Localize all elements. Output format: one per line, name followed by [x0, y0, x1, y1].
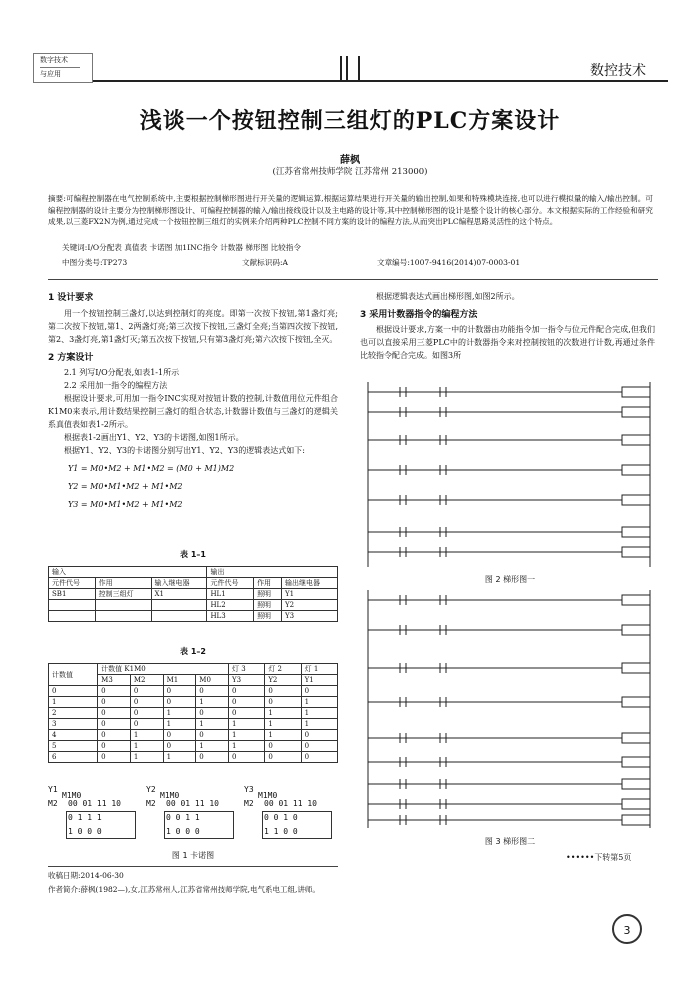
- kmap-row-var: M2: [146, 799, 156, 808]
- table-cell: 0: [228, 697, 264, 708]
- output-coil: [622, 465, 650, 475]
- kmap-output: Y3: [244, 785, 254, 794]
- right-column: [360, 290, 655, 362]
- table2-caption: 表 1–2: [180, 647, 206, 656]
- t2-l1-header: 灯 1: [301, 664, 337, 675]
- author-bio: 作者简介:薛枫(1982—),女,江苏常州人,江苏省常州技师学院,电气系电工组,讲师。: [48, 885, 320, 894]
- t1-subheader: 元件代号: [49, 578, 96, 589]
- output-coil: [622, 815, 650, 825]
- table-cell: 0: [130, 708, 163, 719]
- t2-k1m0-header: 计数值 K1M0: [98, 664, 229, 675]
- table-cell: 0: [163, 697, 196, 708]
- t1-subheader: 作用: [254, 578, 282, 589]
- table-cell: HL1: [207, 589, 254, 600]
- ladder-diagram-1: [360, 382, 660, 572]
- equation-y2: Y2 = M0•M1•M2 + M1•M2: [68, 482, 183, 491]
- table-cell: 1: [130, 730, 163, 741]
- table-cell: [49, 600, 96, 611]
- kmap-col-var: M1M0: [62, 791, 82, 800]
- classification: [62, 257, 602, 268]
- table-cell: [95, 600, 151, 611]
- output-coil: [622, 435, 650, 445]
- t2-subheader: M3: [98, 675, 131, 686]
- kmap-output: Y2: [146, 785, 156, 794]
- equation-y3: Y3 = M0•M1•M2 + M1•M2: [68, 500, 183, 509]
- table-cell: 1: [196, 697, 229, 708]
- table-cell: 1: [228, 730, 264, 741]
- table-cell: 0: [228, 752, 264, 763]
- table-cell: 照明: [254, 600, 282, 611]
- t2-subheader: Y2: [265, 675, 301, 686]
- t1-subheader: 元件代号: [207, 578, 254, 589]
- table-row: [49, 611, 338, 622]
- output-coil: [622, 733, 650, 743]
- table1-caption: 表 1–1: [180, 550, 206, 559]
- table-cell: 0: [196, 708, 229, 719]
- ladder2-svg: [360, 590, 660, 830]
- t1-subheader: 输出继电器: [282, 578, 338, 589]
- table-cell: X1: [151, 589, 207, 600]
- table2-truth: [48, 663, 338, 763]
- ladder-diagram-2: [360, 590, 660, 830]
- section2-1: 2.1 列写I/O分配表,如表1-1所示: [64, 368, 180, 377]
- t1-subheader: 输入继电器: [151, 578, 207, 589]
- section3-text: 根据设计要求,方案一中的计数器由功能指令加一指令与位元件配合完成,但我们也可以直接采用三菱PLC中的计数器指令来对控制按钮的次数进行计数,再通过条件比较指令配合完成。如图3所: [360, 325, 655, 360]
- kmap-row1: 1 0 0 0: [166, 827, 200, 836]
- doc-code: 文献标识码:A: [242, 258, 289, 267]
- section3-title: 3 采用计数器指令的编程方法: [360, 310, 478, 320]
- table-row: [49, 752, 338, 763]
- table-cell: 0: [98, 752, 131, 763]
- t2-subheader: M1: [163, 675, 196, 686]
- table-cell: 0: [301, 730, 337, 741]
- output-coil: [622, 779, 650, 789]
- kmap-output: Y1: [48, 785, 58, 794]
- t1-header-input: 输入: [49, 567, 207, 578]
- figure2-caption: 图 2 梯形图一: [484, 575, 536, 584]
- table-cell: 0: [301, 686, 337, 697]
- table-cell: 1: [49, 697, 98, 708]
- table-cell: 1: [301, 697, 337, 708]
- section2-text3: 根据Y1、Y2、Y3的卡诺图分别写出Y1、Y2、Y3的逻辑表达式如下:: [64, 446, 305, 455]
- table-cell: 4: [49, 730, 98, 741]
- footnote-rule: [48, 866, 338, 867]
- section-name: 数控技术: [590, 63, 646, 79]
- table-cell: HL2: [207, 600, 254, 611]
- table-cell: 1: [196, 741, 229, 752]
- kmap-cols: 00 01 11 10: [68, 799, 121, 808]
- table-cell: 0: [301, 741, 337, 752]
- table-cell: Y2: [282, 600, 338, 611]
- page-number-badge: [612, 914, 642, 944]
- continued-note: ••••••下转第5页: [566, 853, 632, 862]
- table-cell: 0: [98, 686, 131, 697]
- section2-text1: 根据设计要求,可用加一指令INC实现对按钮计数的控制,计数值用位元件组合K1M0来表示,用计数结果控制三盏灯的组合状态,计数器计数值与三盏灯的逻辑关系真值表如表1-2所示。: [48, 394, 338, 429]
- t1-subheader: 作用: [95, 578, 151, 589]
- output-coil: [622, 757, 650, 767]
- table-row: [49, 589, 338, 600]
- article-number: 文章编号:1007-9416(2014)07-0003-01: [377, 258, 521, 267]
- table-cell: 0: [196, 730, 229, 741]
- table-cell: 照明: [254, 611, 282, 622]
- section1-title: 1 设计要求: [48, 293, 94, 303]
- equation-y1: Y1 = M0•M2 + M1•M2 = (M0 + M1)M2: [68, 464, 235, 473]
- kmap-col-var: M1M0: [258, 791, 278, 800]
- table-cell: 0: [228, 686, 264, 697]
- t1-header-output: 输出: [207, 567, 338, 578]
- table-row: [49, 730, 338, 741]
- table-cell: 0: [130, 719, 163, 730]
- table-cell: HL3: [207, 611, 254, 622]
- kmap-grid: [66, 811, 136, 839]
- table-cell: 0: [228, 708, 264, 719]
- kmap-row0: 0 1 1 1: [68, 813, 102, 822]
- t2-subheader: Y1: [301, 675, 337, 686]
- right-intro: 根据逻辑表达式画出梯形图,如图2所示。: [376, 292, 520, 301]
- section2-text2: 根据表1-2画出Y1、Y2、Y3的卡诺图,如图1所示。: [64, 433, 244, 442]
- kmap-grid: [262, 811, 332, 839]
- table-cell: 2: [49, 708, 98, 719]
- table-cell: 0: [196, 686, 229, 697]
- header-rule: [93, 80, 668, 82]
- table-cell: 1: [228, 719, 264, 730]
- class-number: 中图分类号:TP273: [62, 258, 128, 267]
- paper-title: 浅谈一个按钮控制三组灯的PLC方案设计: [139, 108, 561, 134]
- table-cell: 0: [98, 741, 131, 752]
- table-cell: 0: [301, 752, 337, 763]
- table-cell: 0: [49, 686, 98, 697]
- table-cell: Y1: [282, 589, 338, 600]
- figure3-caption: 图 3 梯形图二: [484, 837, 536, 846]
- kmap-cols: 00 01 11 10: [264, 799, 317, 808]
- table-cell: 0: [163, 741, 196, 752]
- output-coil: [622, 407, 650, 417]
- kmap-y1: [48, 784, 140, 844]
- author: 薛枫: [340, 155, 360, 166]
- ladder1-svg: [360, 382, 660, 572]
- table-cell: 3: [49, 719, 98, 730]
- table-cell: 1: [265, 730, 301, 741]
- t2-subheader: M2: [130, 675, 163, 686]
- kmap-row1: 1 0 0 0: [68, 827, 102, 836]
- kmap-col-var: M1M0: [160, 791, 180, 800]
- table-row: [49, 719, 338, 730]
- affiliation: (江苏省常州技师学院 江苏常州 213000): [272, 167, 428, 177]
- output-coil: [622, 495, 650, 505]
- table-row: [49, 600, 338, 611]
- table-cell: 1: [265, 719, 301, 730]
- table-cell: 0: [130, 686, 163, 697]
- output-coil: [622, 547, 650, 557]
- kmap-y3: [244, 784, 336, 844]
- table-cell: [49, 611, 96, 622]
- output-coil: [622, 663, 650, 673]
- table-cell: 1: [163, 752, 196, 763]
- t2-l2-header: 灯 2: [265, 664, 301, 675]
- kmap-cols: 00 01 11 10: [166, 799, 219, 808]
- page-number: 3: [623, 924, 631, 937]
- t2-l3-header: 灯 3: [228, 664, 264, 675]
- table-cell: 0: [265, 686, 301, 697]
- table-cell: 1: [228, 741, 264, 752]
- table-cell: 0: [98, 708, 131, 719]
- keywords: 关键词:I/O分配表 真值表 卡诺图 加1INC指令 计数器 梯形图 比较指令: [62, 243, 301, 252]
- kmap-grid: [164, 811, 234, 839]
- t2-subheader: M0: [196, 675, 229, 686]
- table-row: [49, 708, 338, 719]
- karnaugh-maps: [48, 784, 338, 844]
- table-cell: 1: [196, 719, 229, 730]
- header-bars: [336, 56, 362, 80]
- kmap-row0: 0 0 1 0: [264, 813, 298, 822]
- t2-count-header: 计数值: [49, 664, 98, 686]
- table-cell: 6: [49, 752, 98, 763]
- table-cell: [151, 611, 207, 622]
- table-cell: 1: [130, 741, 163, 752]
- output-coil: [622, 799, 650, 809]
- table-cell: 0: [98, 730, 131, 741]
- table-cell: 0: [130, 697, 163, 708]
- journal-logo: [33, 53, 93, 83]
- output-coil: [622, 527, 650, 537]
- output-coil: [622, 595, 650, 605]
- table-cell: 控制三组灯: [95, 589, 151, 600]
- table-cell: [95, 611, 151, 622]
- kmap-row0: 0 0 1 1: [166, 813, 200, 822]
- section2-title: 2 方案设计: [48, 353, 94, 363]
- table-cell: 1: [301, 708, 337, 719]
- table-row: [49, 697, 338, 708]
- kmap-row1: 1 1 0 0: [264, 827, 298, 836]
- output-coil: [622, 697, 650, 707]
- t2-subheader: Y3: [228, 675, 264, 686]
- table-cell: 0: [163, 686, 196, 697]
- table-cell: 1: [265, 708, 301, 719]
- table-cell: 1: [130, 752, 163, 763]
- kmap-row-var: M2: [48, 799, 58, 808]
- kmap-y2: [146, 784, 238, 844]
- table-cell: 0: [98, 719, 131, 730]
- table-cell: 1: [163, 708, 196, 719]
- table-row: [49, 686, 338, 697]
- table-cell: 照明: [254, 589, 282, 600]
- abstract: 摘要:可编程控制器在电气控制系统中,主要根据控制梯形图进行开关量的逻辑运算,根据运算结果进行开关量的输出控制,如果和特殊模块连接,也可以进行模拟量的输入/输出控制。可编程控制器的设计主要分为控制梯形图设计、可编程控制器的输入/输出接线设计以及主电路的设计等,其中控制梯形图的设计是整个设计的核心部分。本文根据实际的工作经验和研究成果,以三菱FX2N为例,通过完成一个按钮控制三组灯的实例来介绍两种PLC控制不同方案的设计的编程方法,从而突出PLC编程思路灵活性的这个特点。: [48, 194, 653, 227]
- table-cell: 0: [265, 752, 301, 763]
- section2-2: 2.2 采用加一指令的编程方法: [64, 381, 168, 390]
- table-cell: 0: [163, 730, 196, 741]
- output-coil: [622, 625, 650, 635]
- table-cell: SB1: [49, 589, 96, 600]
- divider: [48, 279, 658, 280]
- table-cell: [151, 600, 207, 611]
- table-cell: 1: [301, 719, 337, 730]
- logo-line2: 与应用: [40, 70, 61, 78]
- table-cell: 0: [265, 697, 301, 708]
- received-date: 收稿日期:2014-06-30: [48, 871, 124, 880]
- table-cell: 5: [49, 741, 98, 752]
- table-cell: 1: [163, 719, 196, 730]
- figure1-caption: 图 1 卡诺图: [171, 851, 215, 860]
- table-cell: 0: [265, 741, 301, 752]
- section1-text: 用一个按钮控制三盏灯,以达到控制灯的亮度。即第一次按下按钮,第1盏灯亮;第二次按下按钮,第1、2两盏灯亮;第三次按下按钮,三盏灯全亮;当第四次按下按钮,第2、3盏灯亮,第1盏灯灭;第五次按下按钮,只有第3盏灯亮;第六次按下按钮,全灭。: [48, 309, 338, 344]
- table1-io: [48, 566, 338, 622]
- table-row: [49, 741, 338, 752]
- table-cell: Y3: [282, 611, 338, 622]
- left-column: [48, 290, 338, 514]
- kmap-row-var: M2: [244, 799, 254, 808]
- table-cell: 0: [196, 752, 229, 763]
- output-coil: [622, 387, 650, 397]
- table-cell: 0: [98, 697, 131, 708]
- logo-line1: 数字技术: [40, 56, 68, 64]
